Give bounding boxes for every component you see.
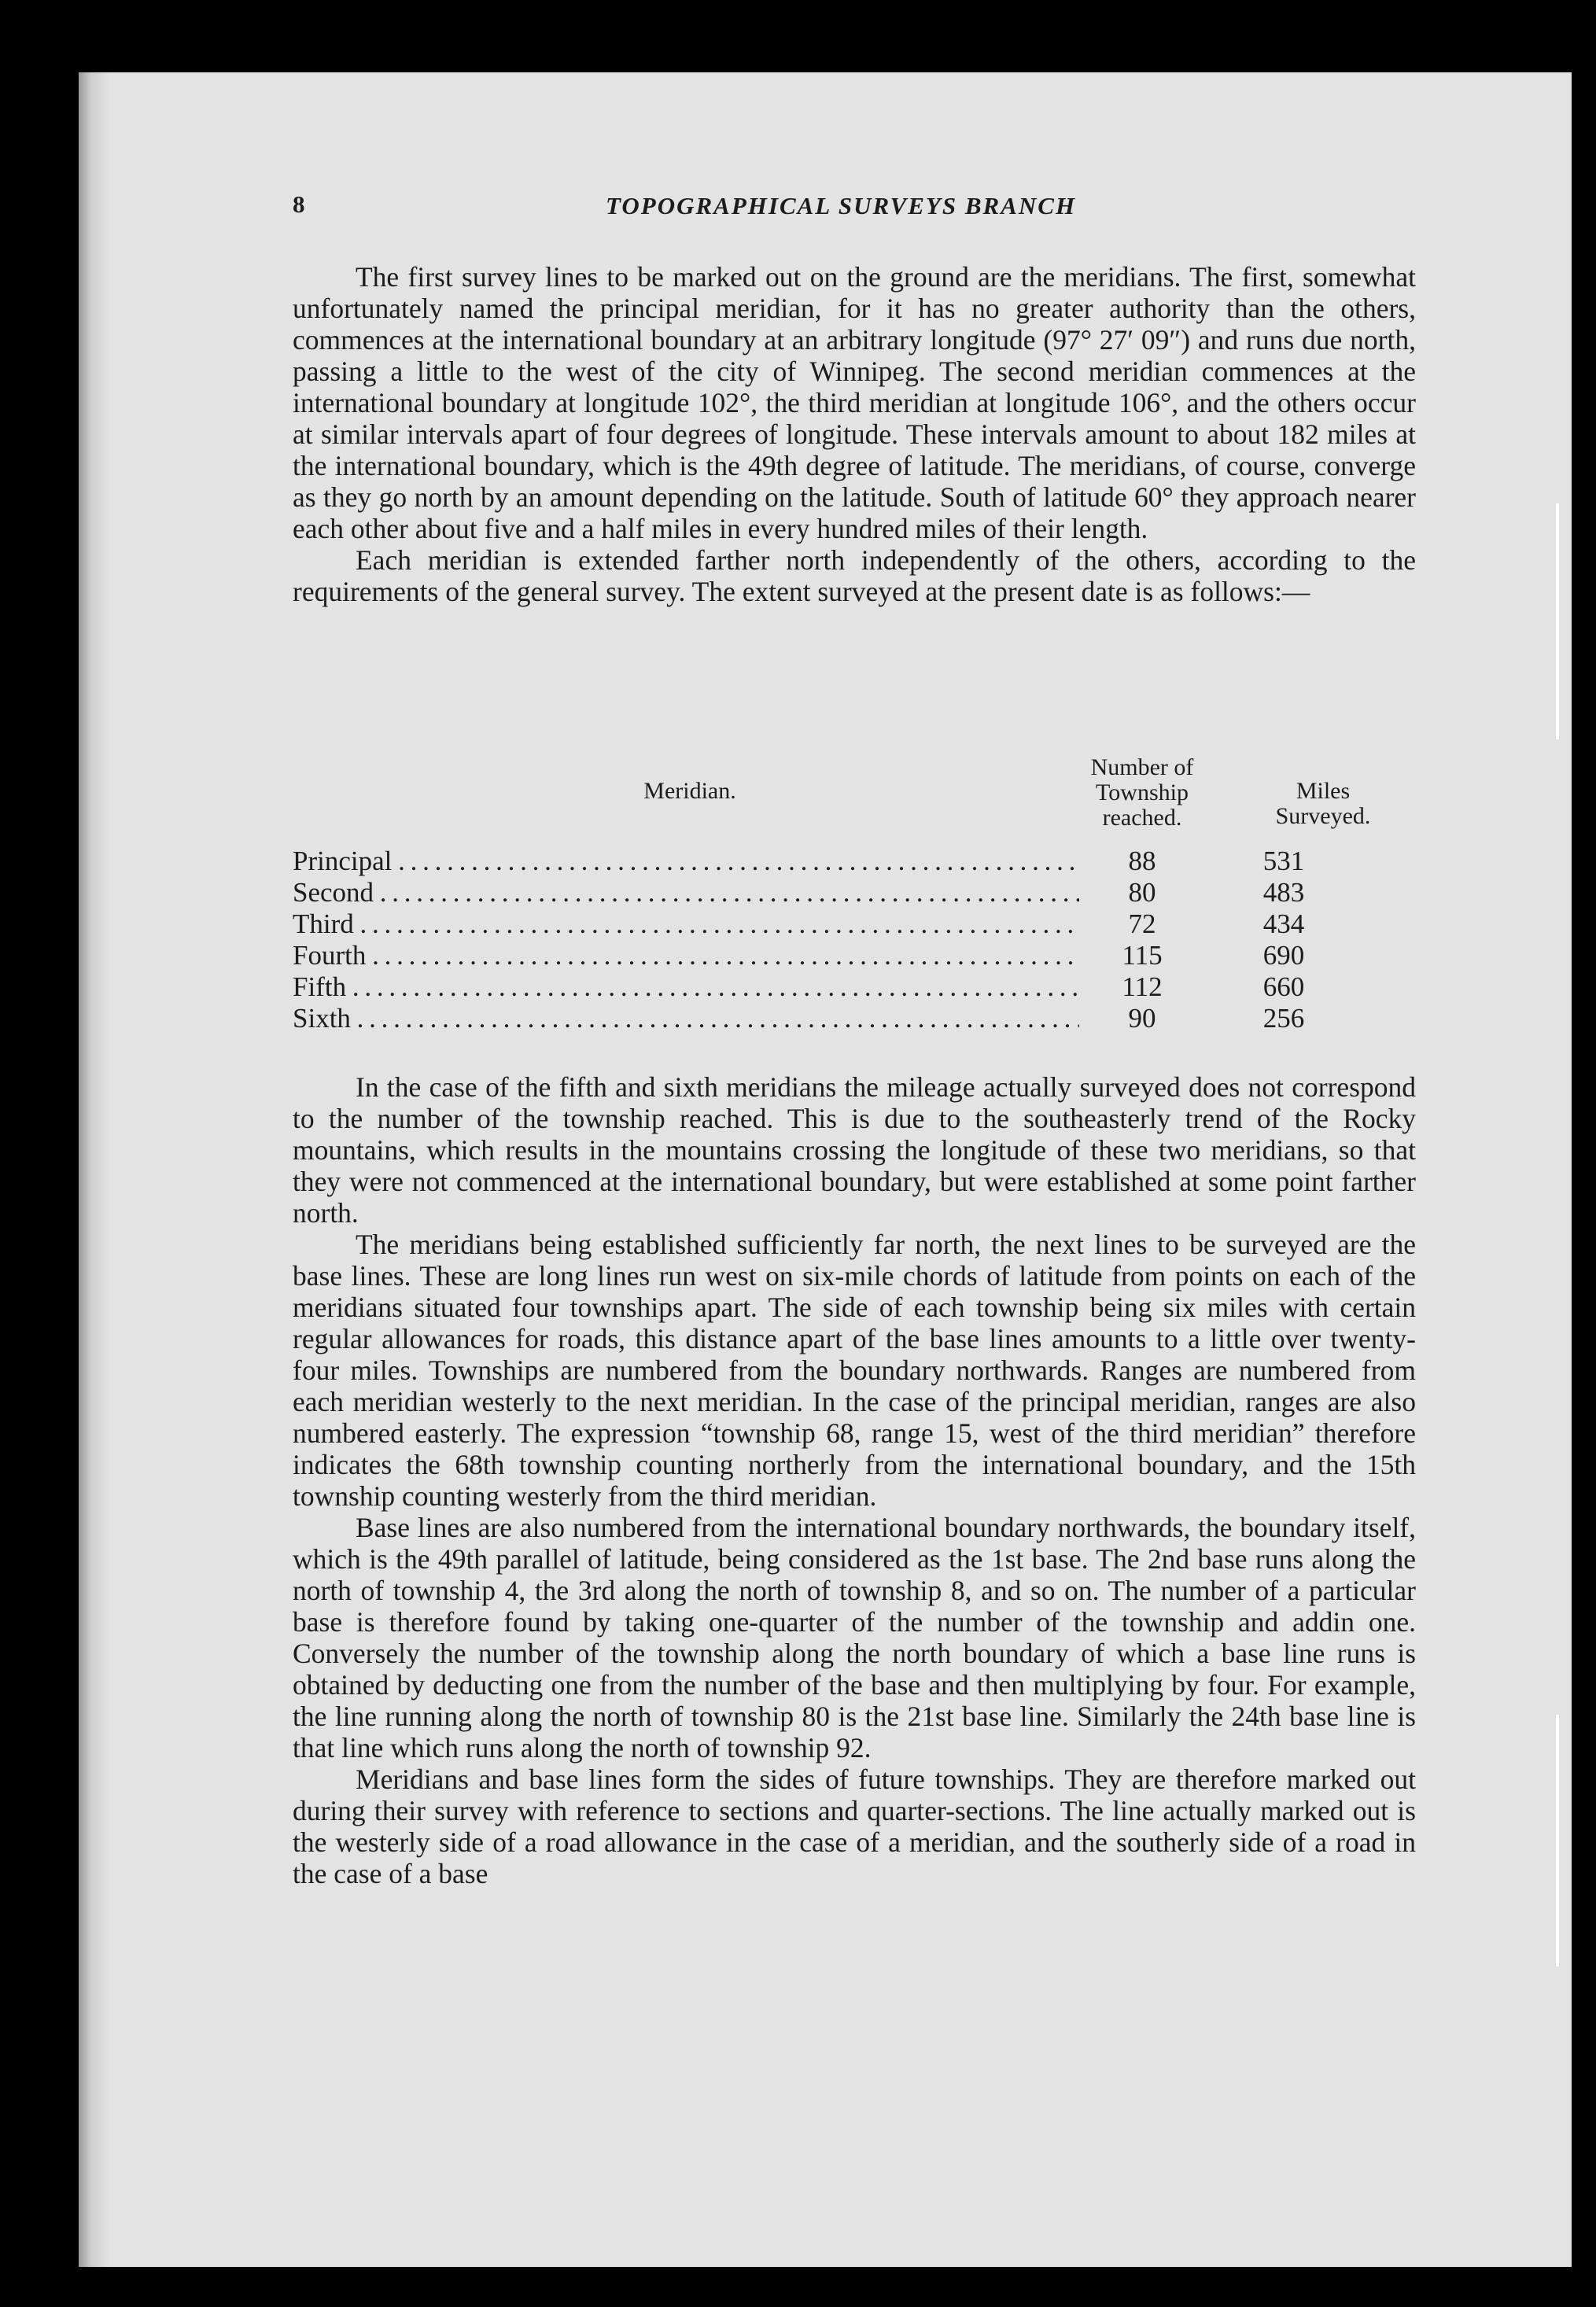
paragraph: Each meridian is extended farther north independently of the others, according to the requirements of the general survey. The extent surveyed at the present date is as follows:— — [293, 544, 1416, 607]
header-township: Number of Township reached. — [1090, 754, 1194, 831]
township-value: 72 — [1128, 908, 1156, 939]
table-row — [293, 846, 1417, 877]
running-head: TOPOGRAPHICAL SURVEYS BRANCH — [606, 192, 1077, 219]
body-text-bottom — [293, 1071, 1416, 1889]
meridian-name: Second — [293, 877, 374, 908]
paragraph: In the case of the fifth and sixth meridians the mileage actually surveyed does not correspond to the number of the township reached. This is due to the southeasterly trend of the Rocky mountains, which results in the mountains crossing the longitude of these two meridians, so that they were not commenced at the international boundary, but were established at some point farther north. — [293, 1071, 1416, 1229]
table-row — [293, 940, 1417, 971]
paragraph: Meridians and base lines form the sides of future townships. They are therefore marked out during their survey with reference to sections and quarter-sections. The line actually marked out is the westerly side of a road allowance in the case of a meridian, and the southerly side of a road in the case of a base — [293, 1763, 1416, 1889]
miles-value: 256 — [1262, 1003, 1305, 1034]
paragraph: The first survey lines to be marked out on the ground are the meridians. The first, somewhat unfortunately named the principal meridian, for it has no greater authority than the others, commences at the international boundary at an arbitrary longitude (97° 27′ 09″) and runs due north, passing a little to the west of the city of Winnipeg. The second meridian commences at the international boundary at longitude 102°, the third meridian at longitude 106°, and the others occur at similar intervals apart of four degrees of longitude. These intervals amount to about 182 miles at the international boundary, which is the 49th degree of latitude. The meridians, of course, converge as they go north by an amount depending on the latitude. South of latitude 60° they approach nearer each other about five and a half miles in every hundred miles of their length. — [293, 261, 1416, 544]
table-row — [293, 1003, 1417, 1034]
miles-value: 434 — [1262, 908, 1305, 939]
meridian-name: Third — [293, 908, 354, 939]
township-value: 80 — [1128, 877, 1156, 908]
township-value: 90 — [1128, 1003, 1156, 1034]
meridian-name: Principal — [293, 846, 393, 876]
paragraph: The meridians being established sufficiently far north, the next lines to be surveyed are the base lines. These are long lines run west on six-mile chords of latitude from points on each of the meridians situated four townships apart. The side of each township being six miles with certain regular allowances for roads, this distance apart of the base lines amounts to a little over twenty-four miles. Townships are numbered from the boundary northwards. Ranges are numbered from each meridian westerly to the next meridian. In the case of the principal meridian, ranges are also numbered easterly. The expression “township 68, range 15, west of the third meridian” therefore indicates the 68th township counting northerly from the international boundary, and the 15th township counting westerly from the third meridian. — [293, 1229, 1416, 1512]
meridian-name: Fourth — [293, 940, 367, 971]
township-value: 88 — [1128, 846, 1156, 876]
page-number: 8 — [293, 190, 305, 218]
table-row — [293, 877, 1417, 908]
meridian-name: Sixth — [293, 1003, 351, 1034]
township-value: 112 — [1122, 971, 1163, 1002]
table-row — [293, 971, 1417, 1003]
miles-value: 690 — [1262, 940, 1305, 971]
body-text-top — [293, 261, 1416, 607]
right-edge-mark — [1556, 1715, 1559, 1966]
paragraph: Base lines are also numbered from the international boundary northwards, the boundary itself, which is the 49th parallel of latitude, being considered as the 1st base. The 2nd base runs along the north of township 4, the 3rd along the north of township 8, and so on. The number of a particular base is therefore found by taking one-quarter of the number of the township and addin one. Conversely the number of the township along the north boundary of which a base line runs is obtained by deducting one from the number of the base and then multiplying by four. For example, the line running along the north of township 80 is the 21st base line. Similarly the 24th base line is that line which runs along the north of township 92. — [293, 1512, 1416, 1763]
header-meridian: Meridian. — [643, 778, 736, 804]
miles-value: 483 — [1262, 877, 1305, 908]
township-value: 115 — [1122, 940, 1163, 971]
header-miles: Miles Surveyed. — [1275, 778, 1371, 829]
miles-value: 660 — [1262, 971, 1305, 1002]
right-edge-mark — [1556, 503, 1559, 739]
table-row — [293, 908, 1417, 940]
miles-value: 531 — [1262, 846, 1305, 876]
meridian-name: Fifth — [293, 971, 347, 1002]
page-binding-shadow — [79, 72, 110, 2267]
